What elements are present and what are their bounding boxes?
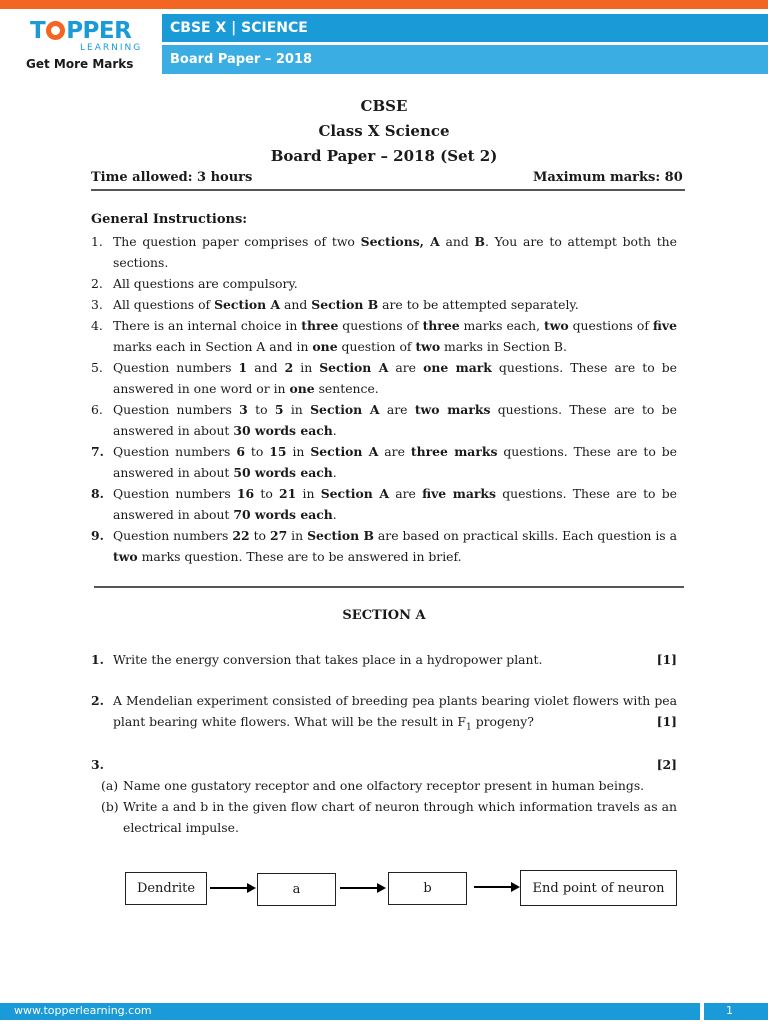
question-3b [101, 796, 677, 838]
instruction-text: Question numbers 1 and 2 in Section A are one mark questions. These are to be answered in one word or in one sentence. [113, 360, 677, 396]
title-class: Class X Science [318, 122, 450, 140]
instruction-text: All questions are compulsory. [113, 276, 298, 291]
subquestion-text: Write a and b in the given flow chart of neuron through which information travels as an electrical impulse. [123, 799, 677, 835]
instruction-text: Question numbers 6 to 15 in Section A are three marks questions. These are to be answered in about 50 words each. [113, 444, 677, 480]
maximum-marks: Maximum marks: 80 [533, 170, 683, 185]
instruction-item [91, 273, 677, 294]
subquestion-label: (a) [101, 778, 119, 793]
section-a-title: SECTION A [342, 608, 426, 623]
section-divider [94, 586, 684, 588]
flowchart-box-b: b [388, 872, 467, 905]
subquestion-text: Name one gustatory receptor and one olfactory receptor present in human beings. [123, 778, 645, 793]
page-number: 1 [726, 1004, 733, 1017]
logo-wordmark: T PPER [30, 18, 132, 44]
instruction-item [91, 315, 677, 357]
footer [0, 1003, 768, 1024]
question-3a [101, 775, 677, 796]
instruction-text: There is an internal choice in three questions of three marks each, two questions of five marks each in Section A and in one question of two marks in Section B. [113, 318, 677, 354]
instruction-item [91, 483, 677, 525]
flowchart-arrow-3 [474, 886, 512, 888]
flowchart-box-dendrite: Dendrite [125, 872, 207, 905]
instruction-text: The question paper comprises of two Sections, A and B. You are to attempt both the sections. [113, 234, 677, 270]
title-board: CBSE [360, 97, 408, 115]
time-allowed: Time allowed: 3 hours [91, 170, 253, 185]
logo-o-icon [46, 21, 65, 40]
title-divider [91, 189, 685, 191]
instruction-item [91, 231, 677, 273]
footer-website-link[interactable]: www.topperlearning.com [14, 1004, 152, 1017]
question-marks: [1] [656, 714, 677, 729]
instruction-item [91, 294, 677, 315]
logo-tagline: Get More Marks [26, 57, 134, 71]
instruction-text: Question numbers 3 to 5 in Section A are two marks questions. These are to be answered in about 30 words each. [113, 402, 677, 438]
flowchart-arrow-2 [340, 887, 378, 889]
instruction-item [91, 357, 677, 399]
instruction-item [91, 399, 677, 441]
question-1 [91, 649, 677, 670]
title-paper: Board Paper – 2018 (Set 2) [270, 147, 498, 165]
footer-page-bar [704, 1003, 768, 1020]
flowchart-box-end-point: End point of neuron [520, 870, 677, 906]
question-text: A Mendelian experiment consisted of breeding pea plants bearing violet flowers with pea plant bearing white flowers. What will be the result in $F_1$ progeny? [113, 693, 677, 733]
instruction-number: 1. [91, 234, 103, 249]
question-2 [91, 690, 677, 738]
question-text: Write the energy conversion that takes place in a hydropower plant. [113, 652, 543, 667]
instruction-number: 3. [91, 297, 103, 312]
flowchart-box-a: a [257, 873, 336, 906]
question-number: 2. [91, 693, 104, 708]
question-number: 3. [91, 757, 104, 772]
logo-subtitle: LEARNING [80, 43, 143, 53]
instruction-number: 7. [91, 444, 104, 459]
flowchart-arrow-1 [210, 887, 248, 889]
instructions-list [91, 231, 677, 567]
question-marks: [2] [656, 757, 677, 772]
header-subject-band [162, 14, 768, 42]
instructions-title: General Instructions: [91, 212, 248, 227]
question-number: 1. [91, 652, 104, 667]
instruction-item [91, 441, 677, 483]
instruction-number: 6. [91, 402, 103, 417]
instruction-number: 8. [91, 486, 104, 501]
subquestion-label: (b) [101, 799, 119, 814]
question-marks: [1] [656, 652, 677, 667]
instruction-item [91, 525, 677, 567]
header-paper-band [162, 45, 768, 74]
instruction-number: 2. [91, 276, 103, 291]
topper-logo [22, 16, 143, 80]
top-accent-bar [0, 0, 768, 9]
header-paper: Board Paper – 2018 [170, 52, 313, 67]
instruction-text: Question numbers 16 to 21 in Section A are five marks questions. These are to be answered in about 70 words each. [113, 486, 677, 522]
instruction-text: All questions of Section A and Section B are to be attempted separately. [113, 297, 579, 312]
instruction-number: 5. [91, 360, 103, 375]
instruction-number: 4. [91, 318, 103, 333]
header-subject: CBSE X | SCIENCE [170, 20, 308, 36]
instruction-number: 9. [91, 528, 104, 543]
instruction-text: Question numbers 22 to 27 in Section B are based on practical skills. Each question is a two marks question. These are to be answered in brief. [113, 528, 677, 564]
